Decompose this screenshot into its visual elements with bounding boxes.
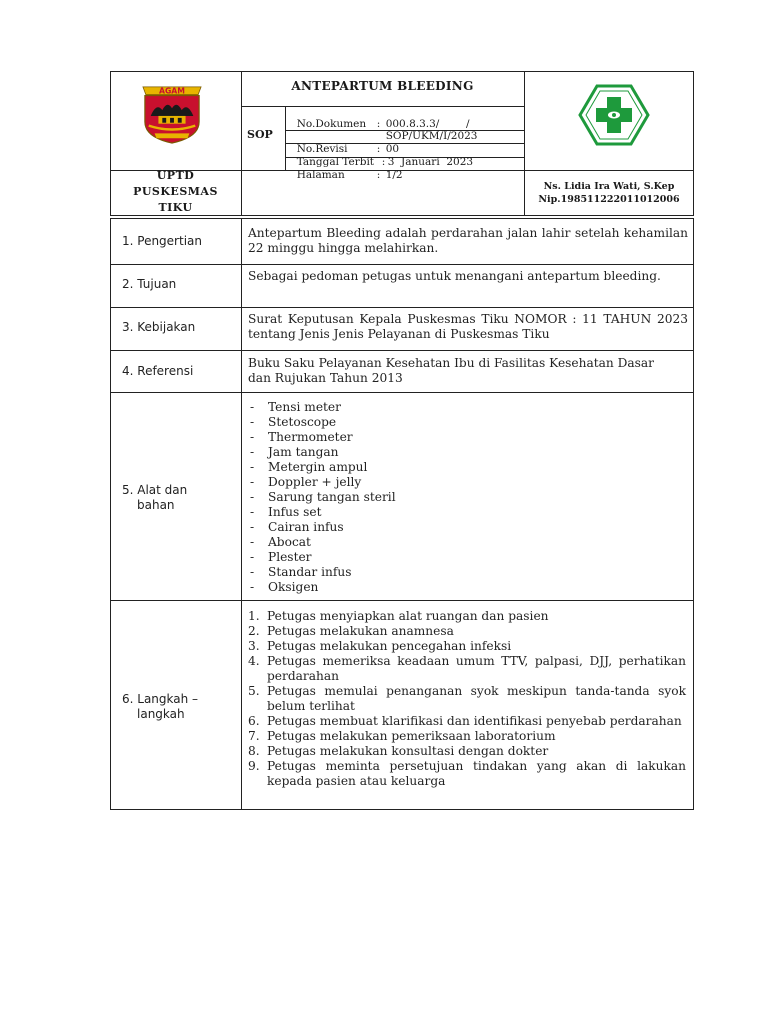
langkah-item: [242, 729, 686, 744]
step-text: Petugas meminta persetujuan tindakan yang akan di lakukan kepada pasien atau keluarga: [267, 759, 686, 788]
meta-sep: :: [381, 156, 386, 168]
alat-item: [242, 400, 682, 415]
meta-value: 1/2: [385, 169, 403, 181]
meta-value: 3 Januari 2023: [387, 156, 474, 168]
sop-label: SOP: [247, 128, 273, 141]
meta-label: Halaman: [296, 169, 345, 181]
puskesmas-logo: [578, 84, 650, 146]
label-line: langkah: [137, 707, 185, 721]
step-number: 1.: [248, 609, 260, 623]
meta-label: No.Dokumen: [296, 118, 367, 130]
divider: [110, 350, 694, 351]
alat-item: [242, 505, 682, 520]
divider: [110, 392, 694, 393]
row-text-pengertian: Antepartum Bleeding adalah perdarahan jalan lahir setelah kehamilan 22 minggu hingga melahirkan.: [248, 226, 688, 255]
langkah-item: [242, 684, 686, 714]
langkah-item: [242, 654, 686, 684]
alat-item-text: Standar infus: [268, 565, 352, 579]
unit-line: PUSKESMAS: [133, 185, 218, 198]
logo-text: AGAM: [158, 86, 186, 96]
unit-name: [110, 168, 241, 216]
step-number: 4.: [248, 654, 260, 668]
alat-list: [242, 400, 682, 595]
row-label-langkah: [122, 692, 198, 722]
meta-sep: :: [376, 169, 381, 181]
step-text: Petugas memeriksa keadaan umum TTV, palpasi, DJJ, perhatikan perdarahan: [267, 654, 686, 683]
dash-marker: -: [250, 580, 255, 594]
row-label-tujuan: 2. Tujuan: [122, 277, 177, 291]
step-text: Petugas melakukan pemeriksaan laboratorium: [267, 729, 556, 743]
divider: [110, 600, 694, 601]
alat-item: [242, 520, 682, 535]
alat-item: [242, 535, 682, 550]
step-number: 8.: [248, 744, 260, 758]
row-label-kebijakan: 3. Kebijakan: [122, 320, 196, 334]
step-text: Petugas melakukan konsultasi dengan dokter: [267, 744, 549, 758]
step-text: Petugas membuat klarifikasi dan identifikasi penyebab perdarahan: [267, 714, 682, 728]
agam-logo: [137, 83, 209, 147]
unit-line: TIKU: [158, 201, 193, 214]
divider: [110, 307, 694, 308]
step-text: Petugas menyiapkan alat ruangan dan pasien: [267, 609, 549, 623]
alat-item-text: Sarung tangan steril: [268, 490, 396, 504]
step-number: 5.: [248, 684, 260, 698]
alat-item: [242, 475, 682, 490]
dash-marker: -: [250, 520, 255, 534]
dash-marker: -: [250, 535, 255, 549]
row-label-referensi: 4. Referensi: [122, 364, 194, 378]
meta-sep: :: [376, 143, 381, 155]
alat-item-text: Thermometer: [268, 430, 353, 444]
meta-label: No.Revisi: [296, 143, 348, 155]
signatory-nip: Nip.198511222011012006: [538, 194, 680, 205]
meta-value: SOP/UKM/I/2023: [385, 130, 478, 142]
row-text-kebijakan: Surat Keputusan Kepala Puskesmas Tiku NOMOR : 11 TAHUN 2023 tentang Jenis Jenis Pelayanan di Puskesmas Tiku: [248, 312, 688, 341]
row-label-alat: [122, 483, 187, 513]
divider: [285, 106, 286, 170]
alat-item: [242, 565, 682, 580]
meta-halaman: [290, 157, 403, 181]
alat-item-text: Metergin ampul: [268, 460, 368, 474]
langkah-item: [242, 639, 686, 654]
dash-marker: -: [250, 415, 255, 429]
row-text-tujuan: Sebagai pedoman petugas untuk menangani antepartum bleeding.: [248, 269, 661, 283]
label-line: 6. Langkah –: [122, 692, 199, 706]
step-number: 6.: [248, 714, 260, 728]
step-number: 2.: [248, 624, 260, 638]
langkah-item: [242, 744, 686, 759]
alat-item: [242, 490, 682, 505]
langkah-item: [242, 609, 686, 624]
step-text: Petugas melakukan anamnesa: [267, 624, 454, 638]
meta-label: Tanggal Terbit: [296, 156, 375, 168]
langkah-item: [242, 714, 686, 729]
langkah-list: [242, 609, 686, 789]
langkah-item: [242, 759, 686, 789]
divider: [110, 264, 694, 265]
langkah-item: [242, 624, 686, 639]
step-number: 9.: [248, 759, 260, 773]
alat-item: [242, 430, 682, 445]
dash-marker: -: [250, 400, 255, 414]
signatory: [524, 180, 694, 206]
label-line: 5. Alat dan: [122, 483, 188, 497]
step-number: 3.: [248, 639, 260, 653]
dash-marker: -: [250, 445, 255, 459]
dash-marker: -: [250, 460, 255, 474]
alat-item-text: Stetoscope: [268, 415, 337, 429]
step-text: Petugas memulai penanganan syok meskipun tanda-tanda syok belum terlihat: [267, 684, 686, 713]
alat-item: [242, 550, 682, 565]
alat-item-text: Cairan infus: [268, 520, 344, 534]
meta-sep: :: [376, 118, 381, 130]
dash-marker: -: [250, 490, 255, 504]
alat-item-text: Abocat: [268, 535, 311, 549]
row-label-pengertian: 1. Pengertian: [122, 234, 202, 248]
alat-item-text: Infus set: [268, 505, 322, 519]
meta-value: 00: [385, 143, 400, 155]
alat-item-text: Jam tangan: [268, 445, 339, 459]
unit-line: UPTD: [156, 169, 195, 182]
alat-item: [242, 415, 682, 430]
dash-marker: -: [250, 505, 255, 519]
dash-marker: -: [250, 475, 255, 489]
step-number: 7.: [248, 729, 260, 743]
alat-item-text: Plester: [268, 550, 312, 564]
dash-marker: -: [250, 550, 255, 564]
row-text-referensi: Buku Saku Pelayanan Kesehatan Ibu di Fasilitas Kesehatan Dasar dan Rujukan Tahun 2013: [248, 356, 655, 385]
alat-item-text: Oksigen: [268, 580, 319, 594]
dash-marker: -: [250, 430, 255, 444]
document-title: ANTEPARTUM BLEEDING: [291, 79, 474, 93]
label-line: bahan: [137, 498, 175, 512]
alat-item: [242, 580, 682, 595]
meta-value: 000.8.3.3/ /: [385, 118, 470, 130]
dash-marker: -: [250, 565, 255, 579]
signatory-name: Ns. Lidia Ira Wati, S.Kep: [543, 181, 675, 192]
alat-item-text: Tensi meter: [268, 400, 341, 414]
alat-item: [242, 460, 682, 475]
alat-item: [242, 445, 682, 460]
step-text: Petugas melakukan pencegahan infeksi: [267, 639, 512, 653]
alat-item-text: Doppler + jelly: [268, 475, 362, 489]
